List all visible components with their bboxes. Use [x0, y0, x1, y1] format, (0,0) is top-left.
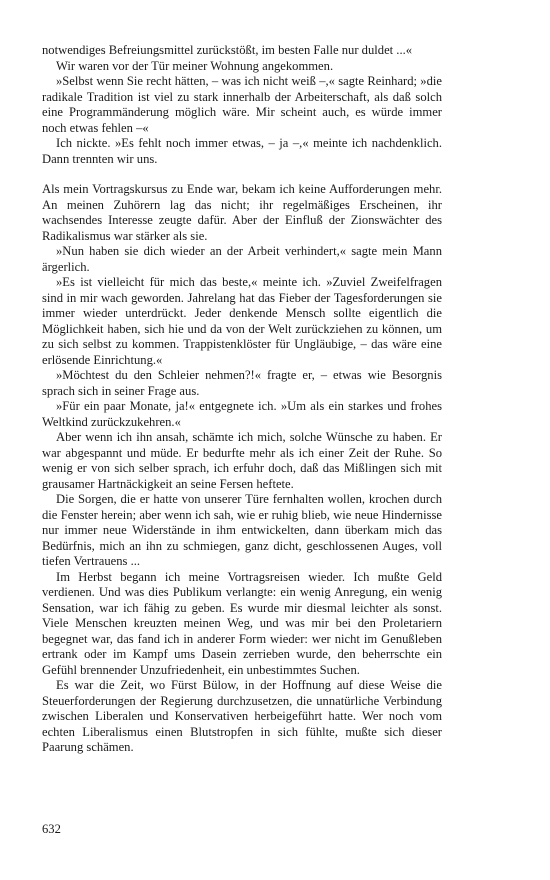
page-number: 632	[42, 822, 61, 836]
paragraph: »Für ein paar Monate, ja!« entgegnete ich. »Um als ein starkes und frohes Weltkind zurückzukehren.«	[42, 399, 442, 429]
body-text	[42, 43, 442, 756]
paragraph: Aber wenn ich ihn ansah, schämte ich mich, solche Wünsche zu haben. Er war abgespannt und müde. Er bedurfte mehr als ich einer Zeit der Ruhe. So wenig er von sich selber sprach, ich erfuhr doch, daß das Mißlingen sich mit grausamer Hartnäckigkeit an seine Fersen heftete.	[42, 430, 442, 491]
paragraph: »Selbst wenn Sie recht hätten, – was ich nicht weiß –,« sagte Reinhard; »die radikale Tradition ist viel zu stark innerhalb der Arbeiterschaft, als daß solch eine Programmänderung möglich wäre. Mir scheint auch, es würde immer noch etwas fehlen –«	[42, 74, 442, 135]
paragraph: »Möchtest du den Schleier nehmen?!« fragte er, – etwas wie Besorgnis sprach sich in seiner Frage aus.	[42, 368, 442, 398]
paragraph: »Es ist vielleicht für mich das beste,« meinte ich. »Zuviel Zweifelfragen sind in mir wach geworden. Jahrelang hat das Fieber der Tagesforderungen sie immer wieder unterdrückt. Jeder denkende Mensch sollte eigentlich die Möglichkeit haben, sich hie und da von der Welt zurückziehen zu können, um zu sich selbst zu kommen. Trappistenklöster für Ungläubige, – das wäre eine erlösende Einrichtung.«	[42, 275, 442, 367]
paragraph: Wir waren vor der Tür meiner Wohnung angekommen.	[56, 58, 334, 73]
paragraph: Die Sorgen, die er hatte von unserer Türe fernhalten wollen, krochen durch die Fenster herein; aber wenn ich sah, wie er ruhig blieb, wie neue Hindernisse nur immer neue Widerstände in ihm entwickelten, dann überkam mich das Bedürfnis, mich an ihn zu schmiegen, ganz dicht, geschlossenen Auges, voll tiefen Vertrauens ...	[42, 492, 442, 568]
paragraph: Im Herbst begann ich meine Vortragsreisen wieder. Ich mußte Geld verdienen. Und was dies Publikum verlangte: ein wenig Anregung, ein wenig Sensation, war ich fähig zu geben. Es wurde mir diesmal leichter als sonst. Viele Menschen kreuzten meinen Weg, und was mir bei den Proletariern begegnet war, das fand ich in anderer Form wieder: wer nicht im Genußleben ertrank oder im Kampf ums Dasein zerrieben wurde, den beherrschte ein Gefühl brennender Unzufriedenheit, ein unbestimmtes Suchen.	[42, 569, 442, 677]
paragraph: »Nun haben sie dich wieder an der Arbeit verhindert,« sagte mein Mann ärgerlich.	[42, 244, 442, 274]
paragraph: Es war die Zeit, wo Fürst Bülow, in der Hoffnung auf diese Weise die Steuerforderungen der Regierung durchzusetzen, die unnatürliche Verbindung zwischen Liberalen und Konservativen herbeigeführt hatte. Wer noch vom echten Liberalismus einen Blutstropfen in sich fühlte, mußte sich dieser Paarung schämen.	[42, 678, 442, 754]
section-break	[42, 167, 442, 182]
paragraph: notwendiges Befreiungsmittel zurückstößt, im besten Falle nur duldet ...«	[42, 43, 413, 57]
paragraph: Ich nickte. »Es fehlt noch immer etwas, – ja –,« meinte ich nachdenklich. Dann trennten wir uns.	[42, 136, 442, 166]
paragraph: Als mein Vortragskursus zu Ende war, bekam ich keine Aufforderungen mehr. An meinen Zuhörern lag das nicht; ihr regelmäßiges Erscheinen, ihr wachsendes Interesse zeugte dafür. Aber der Einfluß der Zionswächter des Radikalismus war stärker als sie.	[42, 182, 442, 243]
